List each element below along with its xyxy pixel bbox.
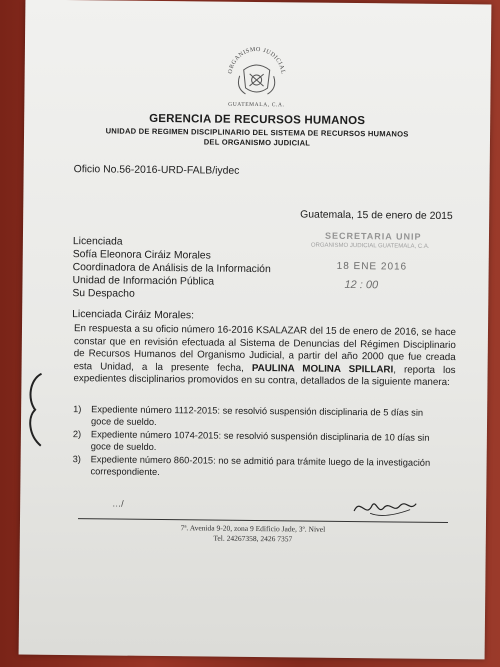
body-text: , reporta los expedientes disciplinarios promovidos en su contra, detallados de la siguiente manera: [73,364,456,389]
recipient-line: Sofía Eleonora Ciráiz Morales [72,249,211,262]
stamp-title: SECRETARIA UNIP [324,230,422,242]
letter-date: Guatemala, 15 de enero de 2015 [300,209,453,223]
stamp-time: 12 : 00 [344,278,379,292]
item-number: 2) [72,429,82,440]
stamp-date: 18 ENE 2016 [336,260,408,273]
list-item [72,454,444,481]
reception-stamp [304,231,445,304]
svg-text:ORGANISMO JUDICIAL [228,47,286,75]
footer-address: 7ª. Avenida 9-20, zona 9 Edificio Jade, 3º. Nivel [180,523,326,534]
recipient-line: Coordinadora de Análisis de la Información [72,262,271,276]
body-text: En respuesta a su oficio número 16-2016 KSALAZAR del 15 de enero de 2016, se hace constar que en revisión efectuada al Sistema de Denuncias del Régimen Disciplinario de Recursos Humanos del Organismo Judicial, a partir del año 2000 que fue creada esta Unidad, a la presente fecha, [73,323,457,374]
item-number: 3) [72,454,81,465]
oficio-number: Oficio No.56-2016-URD-FALB/iydec [73,164,240,177]
letter-page [19,0,492,659]
seal-bottom-text: GUATEMALA, C.A. [228,101,285,109]
department-title: GERENCIA DE RECURSOS HUMANOS [149,112,366,128]
recipient-line: Unidad de Información Pública [72,275,215,288]
typist-initials: …/ [112,498,124,509]
letter-body [73,323,456,390]
stamp-subtitle: ORGANISMO JUDICIAL GUATEMALA, C.A. [310,242,430,250]
unit-title [24,126,490,151]
list-item [73,429,445,456]
item-text: Expediente número 1112-2015: se resolvió suspensión disciplinaria de 5 días sin goce de sueldo. [90,404,424,427]
seal-top-text: ORGANISMO JUDICIAL [227,46,286,75]
recipient-line: Su Despacho [72,288,135,300]
subject-name: PAULINA MOLINA SPILLARI [251,362,394,376]
salutation: Licenciada Ciráiz Morales: [72,309,195,322]
item-number: 1) [73,404,82,415]
seal-emblem-icon [221,40,292,111]
judicial-seal [221,40,292,111]
handwritten-mark [23,370,48,450]
item-text: Expediente número 1074-2015: se resolvió suspensión disciplinaria de 10 días sin goce de sueldo. [90,429,430,452]
unit-title-line1: UNIDAD DE REGIMEN DISCIPLINARIO DEL SISTEMA DE RECURSOS HUMANOS [105,126,409,139]
recipient-line: Licenciada [72,236,123,248]
unit-title-line2: DEL ORGANISMO JUDICIAL [203,137,311,148]
footer-phone: Tel. 24267358, 2426 7357 [213,533,293,544]
list-item [73,404,445,431]
case-list [72,404,445,483]
item-text: Expediente número 860-2015: no se admitió para trámite luego de la investigación correspondiente. [90,454,431,477]
signature [350,493,420,522]
